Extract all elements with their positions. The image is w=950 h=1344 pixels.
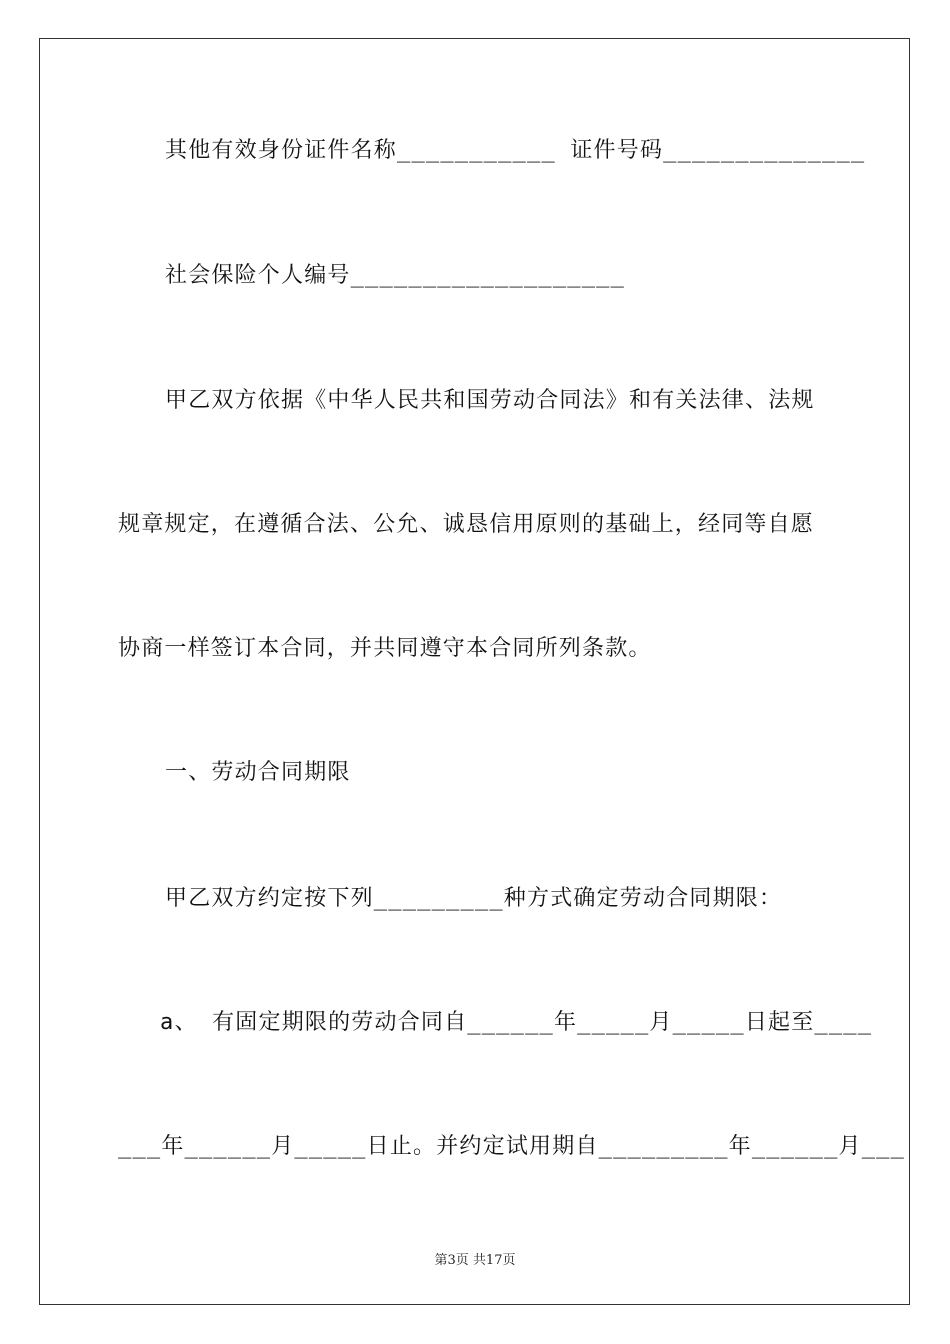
page-number-footer: 第3页 共17页 (434, 1253, 516, 1268)
section-heading: 一、劳动合同期限 (165, 760, 351, 785)
term-method-line: 甲乙双方约定按下列_________种方式确定劳动合同期限： (165, 886, 783, 911)
id-document-line: 其他有效身份证件名称___________ 证件号码______________ (165, 138, 866, 163)
paragraph-line-2: 规章规定，在遵循合法、公允、诚恳信用原则的基础上，经同等自愿 (118, 512, 815, 537)
paragraph-line-3: 协商一样签订本合同，并共同遵守本合同所列条款。 (118, 636, 652, 661)
fixed-term-line-1: a、 有固定期限的劳动合同自______年_____月_____日起至____ (160, 1010, 873, 1035)
paragraph-line-1: 甲乙双方依据《中华人民共和国劳动合同法》和有关法律、法规 (165, 388, 815, 413)
social-insurance-line: 社会保险个人编号___________________ (165, 263, 626, 288)
fixed-term-line-2: ___年______月_____日止。并约定试用期自_________年______月___ (118, 1134, 906, 1159)
page-border (39, 38, 910, 1305)
